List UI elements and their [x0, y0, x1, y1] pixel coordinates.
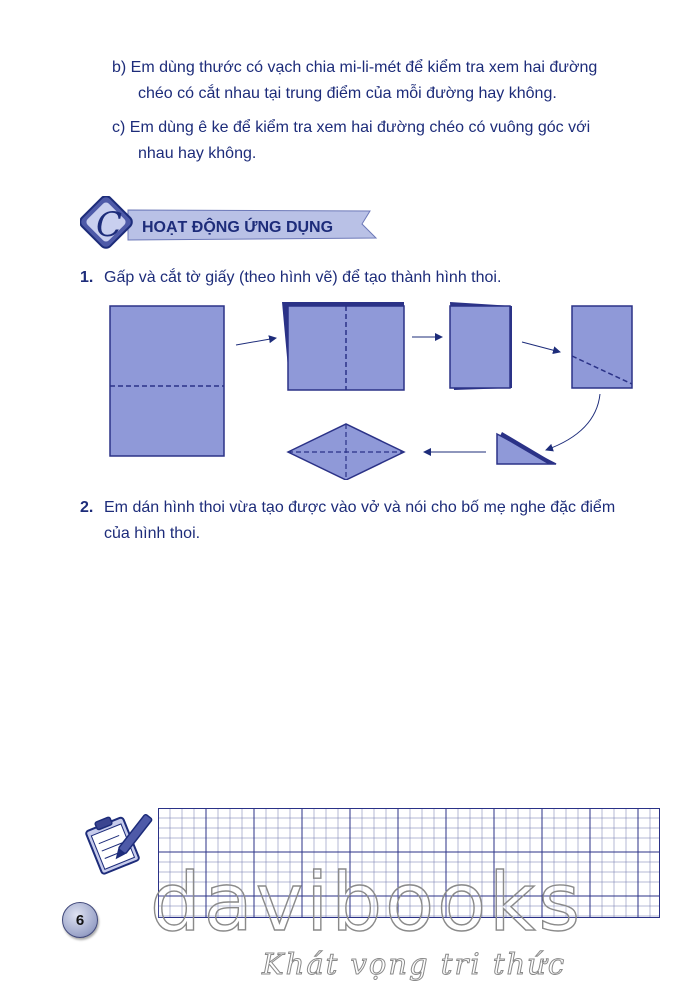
- task-2-line-2: của hình thoi.: [104, 525, 201, 542]
- step-4-cut-line: [572, 306, 632, 388]
- watermark-brand: davibooks: [150, 856, 584, 949]
- exercise-b-line-2: chéo có cắt nhau tại trung điểm của mỗi đường hay không.: [138, 85, 557, 102]
- step-2-folded-half: [282, 302, 404, 390]
- exercise-c-line-1: c) Em dùng ê ke để kiểm tra xem hai đường chéo có vuông góc với: [112, 119, 591, 136]
- arrow-4: [546, 394, 600, 450]
- step-5-cut-triangle: [497, 432, 556, 464]
- watermark-slogan: Khát vọng tri thức: [262, 947, 567, 981]
- task-1-text: Gấp và cắt tờ giấy (theo hình vẽ) để tạo thành hình thoi.: [104, 269, 502, 286]
- arrow-1: [236, 338, 276, 345]
- task-2-line-1: Em dán hình thoi vừa tạo được vào vở và nói cho bố mẹ nghe đặc điểm: [104, 499, 616, 516]
- step-1-full-sheet: [110, 306, 224, 456]
- fold-cut-diagram: [0, 290, 700, 480]
- task-2-number: 2.: [80, 499, 94, 516]
- section-heading-banner: [80, 196, 380, 256]
- section-letter: C: [96, 205, 123, 245]
- section-title: HOẠT ĐỘNG ỨNG DỤNG: [142, 219, 334, 236]
- exercise-c-line-2: nhau hay không.: [138, 145, 257, 162]
- task-1-number: 1.: [80, 269, 94, 286]
- clipboard-pen-icon: [78, 806, 158, 876]
- exercise-b-line-1: b) Em dùng thước có vạch chia mi-li-mét để kiểm tra xem hai đường: [112, 59, 598, 76]
- page-number-badge: 6: [62, 902, 98, 938]
- step-3-folded-quarter: [450, 302, 512, 390]
- arrow-3: [522, 342, 560, 352]
- step-6-rhombus: [288, 424, 404, 480]
